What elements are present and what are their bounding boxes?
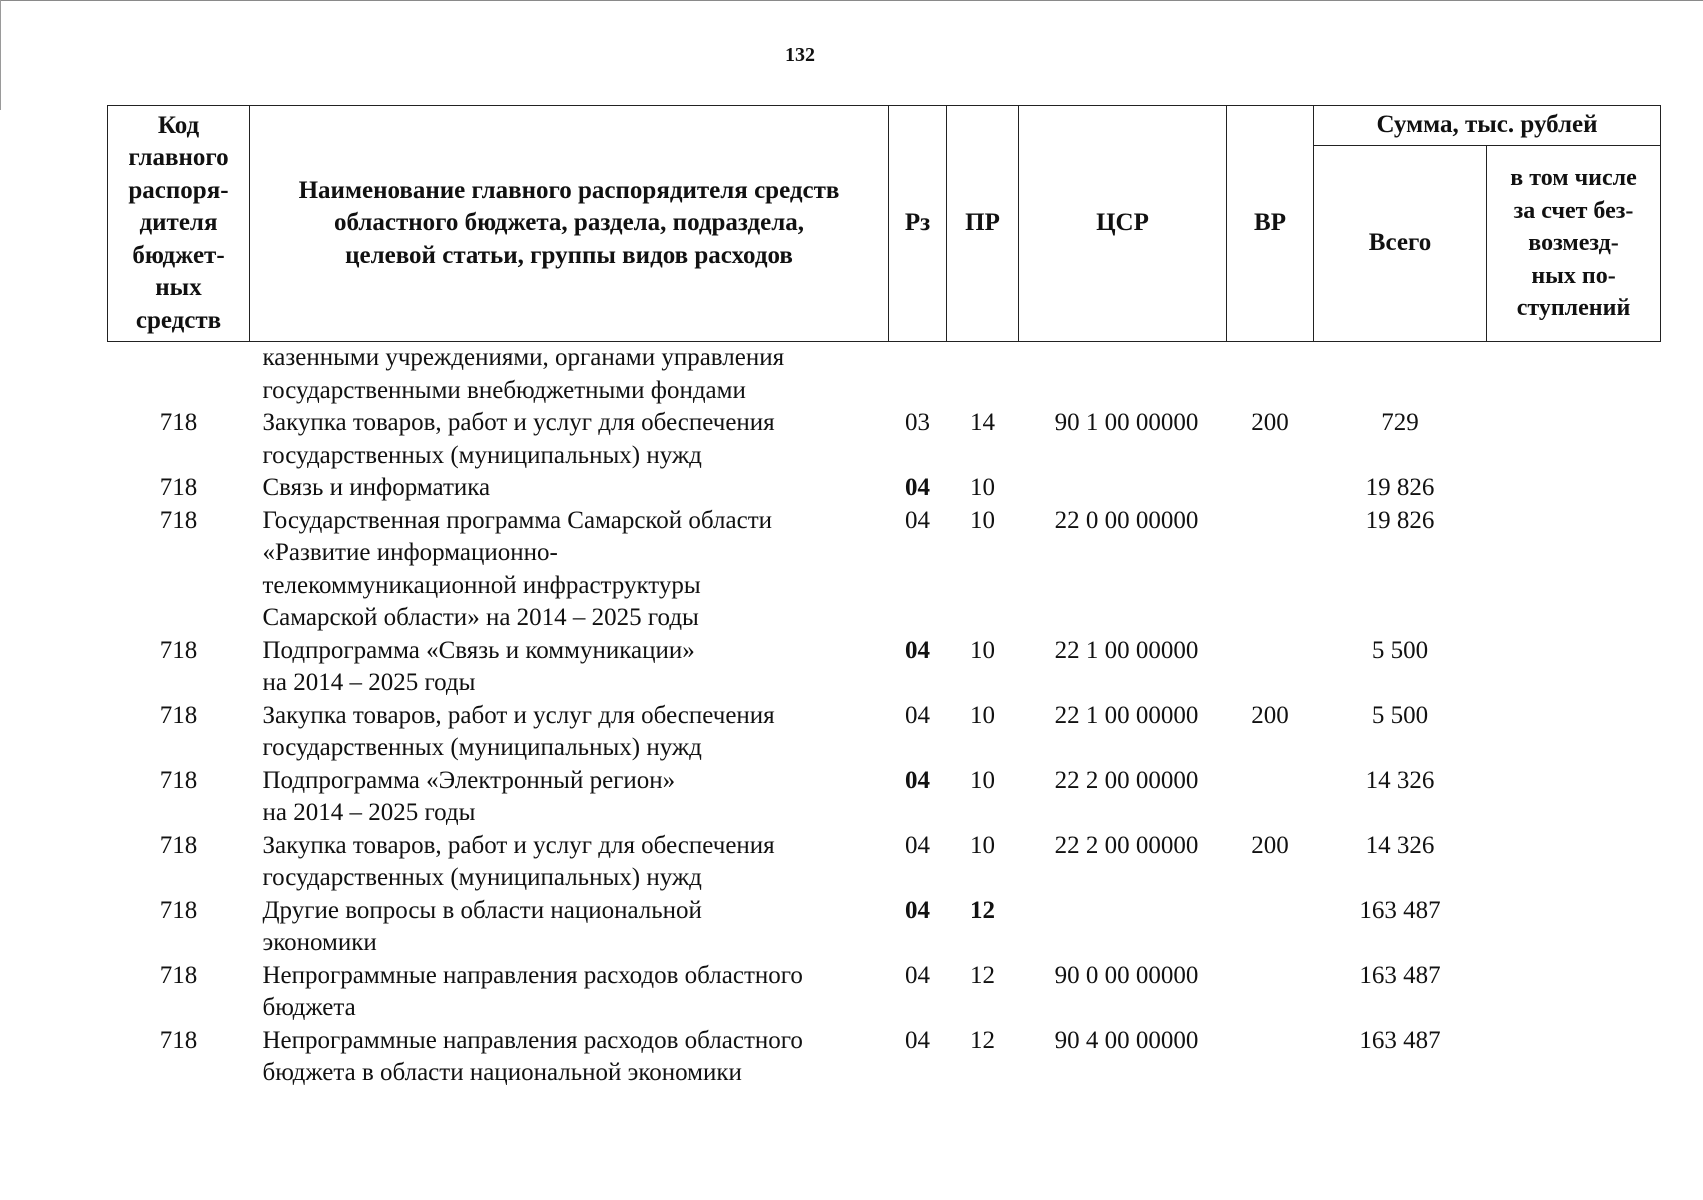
cell-pr: 12 <box>970 1026 995 1054</box>
cell-total: 5 500 <box>1371 636 1429 664</box>
cell-csr: 22 2 00 00000 <box>1054 831 1199 859</box>
cell-rz: 04 <box>905 506 930 534</box>
cell-name <box>250 472 889 505</box>
cell-name-line: Подпрограмма «Связь и коммуникации» <box>262 636 695 664</box>
cell-vr <box>1227 765 1314 830</box>
cell-vr: 200 <box>1251 701 1289 729</box>
cell-total: 5 500 <box>1371 701 1429 729</box>
cell-pr: 10 <box>970 636 995 664</box>
cell-name-line: Подпрограмма «Электронный регион» <box>262 766 676 794</box>
cell-name-line: «Развитие информационно- <box>262 539 558 566</box>
table-row <box>108 635 1661 700</box>
cell-name <box>250 505 889 635</box>
cell-code: 718 <box>159 506 198 534</box>
cell-rz: 04 <box>905 896 930 924</box>
cell-free-receipts <box>1487 830 1661 895</box>
cell-name-line: государственных (муниципальных) нужд <box>262 864 702 891</box>
cell-vr <box>1227 960 1314 1025</box>
cell-name <box>250 635 889 700</box>
cell-rz: 03 <box>905 409 930 436</box>
page-number: 132 <box>785 44 815 66</box>
cell-free-receipts <box>1487 472 1661 505</box>
header-free-receipts: в том числе за счет без- возмезд- ных по- ступлений <box>1487 146 1661 342</box>
cell-vr: 200 <box>1251 409 1289 436</box>
cell-csr: 90 4 00 00000 <box>1054 1026 1199 1054</box>
cell-total: 14 326 <box>1365 766 1435 794</box>
cell-name-line: на 2014 – 2025 годы <box>262 669 476 696</box>
cell-free-receipts <box>1487 342 1661 408</box>
cell-csr: 22 2 00 00000 <box>1054 766 1199 794</box>
cell-name <box>250 342 889 408</box>
cell-free-receipts <box>1487 635 1661 700</box>
table-row <box>108 505 1661 635</box>
cell-free-receipts <box>1487 895 1661 960</box>
cell-name-line: на 2014 – 2025 годы <box>262 799 476 826</box>
cell-name-line: Закупка товаров, работ и услуг для обеспечения <box>262 831 775 859</box>
cell-name-line: Закупка товаров, работ и услуг для обеспечения <box>262 409 775 436</box>
cell-name-line: Связь и информатика <box>262 474 491 501</box>
cell-total: 163 487 <box>1359 1026 1441 1054</box>
cell-pr: 10 <box>970 701 995 729</box>
cell-name-line: государственных (муниципальных) нужд <box>262 734 702 761</box>
cell-total: 163 487 <box>1359 896 1441 924</box>
cell-rz: 04 <box>905 961 930 989</box>
cell-total: 163 487 <box>1359 961 1441 989</box>
cell-name-line: государственных (муниципальных) нужд <box>262 441 702 469</box>
cell-name <box>250 700 889 765</box>
cell-vr <box>1227 895 1314 960</box>
cell-rz: 04 <box>905 831 930 859</box>
header-total: Всего <box>1314 146 1487 342</box>
cell-free-receipts <box>1487 505 1661 635</box>
cell-code: 718 <box>159 474 198 501</box>
cell-name-line: экономики <box>262 929 377 956</box>
cell-vr <box>1227 635 1314 700</box>
scan-edge-top <box>0 0 1703 1</box>
table-row <box>108 407 1661 472</box>
table-row <box>108 830 1661 895</box>
cell-pr: 10 <box>970 831 995 859</box>
table-row <box>108 895 1661 960</box>
table-row <box>108 1025 1661 1090</box>
budget-table <box>107 105 1661 1090</box>
cell-name <box>250 895 889 960</box>
cell-free-receipts <box>1487 407 1661 472</box>
cell-name-line: Государственная программа Самарской области <box>262 506 772 534</box>
cell-total: 729 <box>1381 409 1419 436</box>
cell-pr: 12 <box>970 896 995 924</box>
header-rz: Рз <box>889 106 947 342</box>
cell-total: 19 826 <box>1365 506 1435 534</box>
cell-code: 718 <box>159 409 198 436</box>
cell-rz: 04 <box>905 766 930 794</box>
cell-name-line: Самарской области» на 2014 – 2025 годы <box>262 604 699 631</box>
cell-pr: 10 <box>970 506 995 534</box>
header-sum-group: Сумма, тыс. рублей <box>1314 106 1661 146</box>
cell-code: 718 <box>159 766 198 794</box>
cell-rz: 04 <box>905 636 930 664</box>
cell-free-receipts <box>1487 765 1661 830</box>
cell-csr <box>1019 472 1227 505</box>
table-row <box>108 700 1661 765</box>
table-header <box>108 106 1661 342</box>
cell-rz: 04 <box>905 701 930 729</box>
cell-name-line: казенными учреждениями, органами управления <box>262 344 785 371</box>
table-row <box>108 342 1661 408</box>
cell-pr: 10 <box>970 766 995 794</box>
cell-code: 718 <box>159 961 198 989</box>
cell-name <box>250 765 889 830</box>
cell-vr <box>1227 472 1314 505</box>
cell-free-receipts <box>1487 700 1661 765</box>
table-row <box>108 960 1661 1025</box>
cell-name <box>250 1025 889 1090</box>
cell-total: 14 326 <box>1365 831 1435 859</box>
cell-name-line: бюджета <box>262 994 356 1021</box>
header-name: Наименование главного распорядителя средств областного бюджета, раздела, подраздела, целевой статьи, группы видов расходов <box>250 106 889 342</box>
cell-free-receipts <box>1487 960 1661 1025</box>
cell-name <box>250 960 889 1025</box>
cell-name-line: Непрограммные направления расходов областного <box>262 961 803 989</box>
cell-code <box>108 342 250 408</box>
cell-csr <box>1019 342 1227 408</box>
header-pr: ПР <box>947 106 1019 342</box>
cell-name <box>250 407 889 472</box>
cell-name-line: Непрограммные направления расходов областного <box>262 1026 803 1054</box>
cell-pr: 10 <box>970 474 995 501</box>
cell-csr: 22 1 00 00000 <box>1054 636 1199 664</box>
cell-rz <box>889 342 947 408</box>
cell-csr: 90 0 00 00000 <box>1054 961 1199 989</box>
cell-name-line: бюджета в области национальной экономики <box>262 1059 742 1086</box>
cell-total: 19 826 <box>1365 474 1435 501</box>
cell-rz: 04 <box>905 474 930 501</box>
cell-code: 718 <box>159 636 198 664</box>
cell-csr: 22 1 00 00000 <box>1054 701 1199 729</box>
cell-vr: 200 <box>1251 831 1289 859</box>
cell-rz: 04 <box>905 1026 930 1054</box>
cell-name-line: Закупка товаров, работ и услуг для обеспечения <box>262 701 775 729</box>
cell-code: 718 <box>159 896 198 924</box>
cell-vr <box>1227 342 1314 408</box>
cell-name-line: Другие вопросы в области национальной <box>262 896 702 924</box>
cell-name <box>250 830 889 895</box>
cell-pr: 12 <box>970 961 995 989</box>
cell-vr <box>1227 505 1314 635</box>
cell-vr <box>1227 1025 1314 1090</box>
cell-code: 718 <box>159 1026 198 1054</box>
cell-code: 718 <box>159 701 198 729</box>
cell-pr <box>947 342 1019 408</box>
header-csr: ЦСР <box>1019 106 1227 342</box>
cell-total <box>1314 342 1487 408</box>
header-vr: ВР <box>1227 106 1314 342</box>
cell-csr: 22 0 00 00000 <box>1054 506 1199 534</box>
cell-code: 718 <box>159 831 198 859</box>
table-row <box>108 472 1661 505</box>
header-code: Код главного распоря- дителя бюджет- ных средств <box>108 106 250 342</box>
cell-pr: 14 <box>970 409 995 436</box>
cell-csr: 90 1 00 00000 <box>1054 409 1199 436</box>
table-body <box>108 342 1661 1090</box>
table-row <box>108 765 1661 830</box>
cell-name-line: государственными внебюджетными фондами <box>262 376 746 404</box>
cell-csr <box>1019 895 1227 960</box>
cell-free-receipts <box>1487 1025 1661 1090</box>
cell-name-line: телекоммуникационной инфраструктуры <box>262 571 701 599</box>
